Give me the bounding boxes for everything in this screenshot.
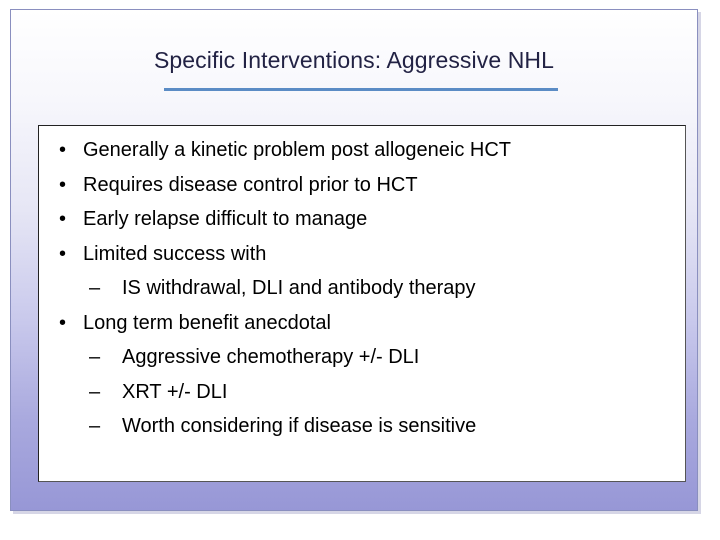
sub-bullet-item bbox=[89, 375, 675, 410]
dash-icon: – bbox=[89, 415, 101, 437]
content-box bbox=[38, 125, 686, 482]
bullet-dot-icon: • bbox=[59, 139, 67, 161]
slide-title: Specific Interventions: Aggressive NHL bbox=[153, 47, 555, 73]
sub-bullet-text: XRT +/- DLI bbox=[122, 380, 228, 403]
bullet-dot-icon: • bbox=[59, 311, 67, 334]
sub-bullet-item bbox=[89, 340, 675, 375]
bullet-text: Generally a kinetic problem post allogeneic HCT bbox=[83, 139, 511, 161]
bullet-text: Limited success with bbox=[83, 242, 267, 265]
sub-bullet-text: IS withdrawal, DLI and antibody therapy bbox=[122, 277, 476, 299]
bullet-item bbox=[59, 168, 675, 203]
bullet-item bbox=[59, 202, 675, 237]
slide-frame bbox=[10, 9, 698, 511]
bullet-dot-icon: • bbox=[59, 242, 67, 265]
sub-bullet-item bbox=[89, 271, 675, 306]
bullet-dot-icon: • bbox=[59, 208, 67, 230]
title-underline bbox=[164, 88, 558, 91]
dash-icon: – bbox=[89, 277, 101, 299]
dash-icon: – bbox=[89, 346, 101, 368]
bullet-item bbox=[59, 237, 675, 306]
bullet-list bbox=[59, 133, 675, 444]
sub-bullet-text: Worth considering if disease is sensitive bbox=[122, 415, 477, 437]
bullet-item bbox=[59, 133, 675, 168]
dash-icon: – bbox=[89, 380, 101, 403]
bullet-dot-icon: • bbox=[59, 173, 67, 196]
sub-bullet-item bbox=[89, 409, 675, 444]
sub-bullet-text: Aggressive chemotherapy +/- DLI bbox=[122, 346, 420, 368]
bullet-text: Requires disease control prior to HCT bbox=[83, 173, 418, 196]
bullet-text: Early relapse difficult to manage bbox=[83, 208, 368, 230]
sub-bullet-list bbox=[83, 340, 675, 444]
bullet-item bbox=[59, 306, 675, 444]
sub-bullet-list bbox=[83, 271, 675, 306]
bullet-text: Long term benefit anecdotal bbox=[83, 311, 331, 334]
